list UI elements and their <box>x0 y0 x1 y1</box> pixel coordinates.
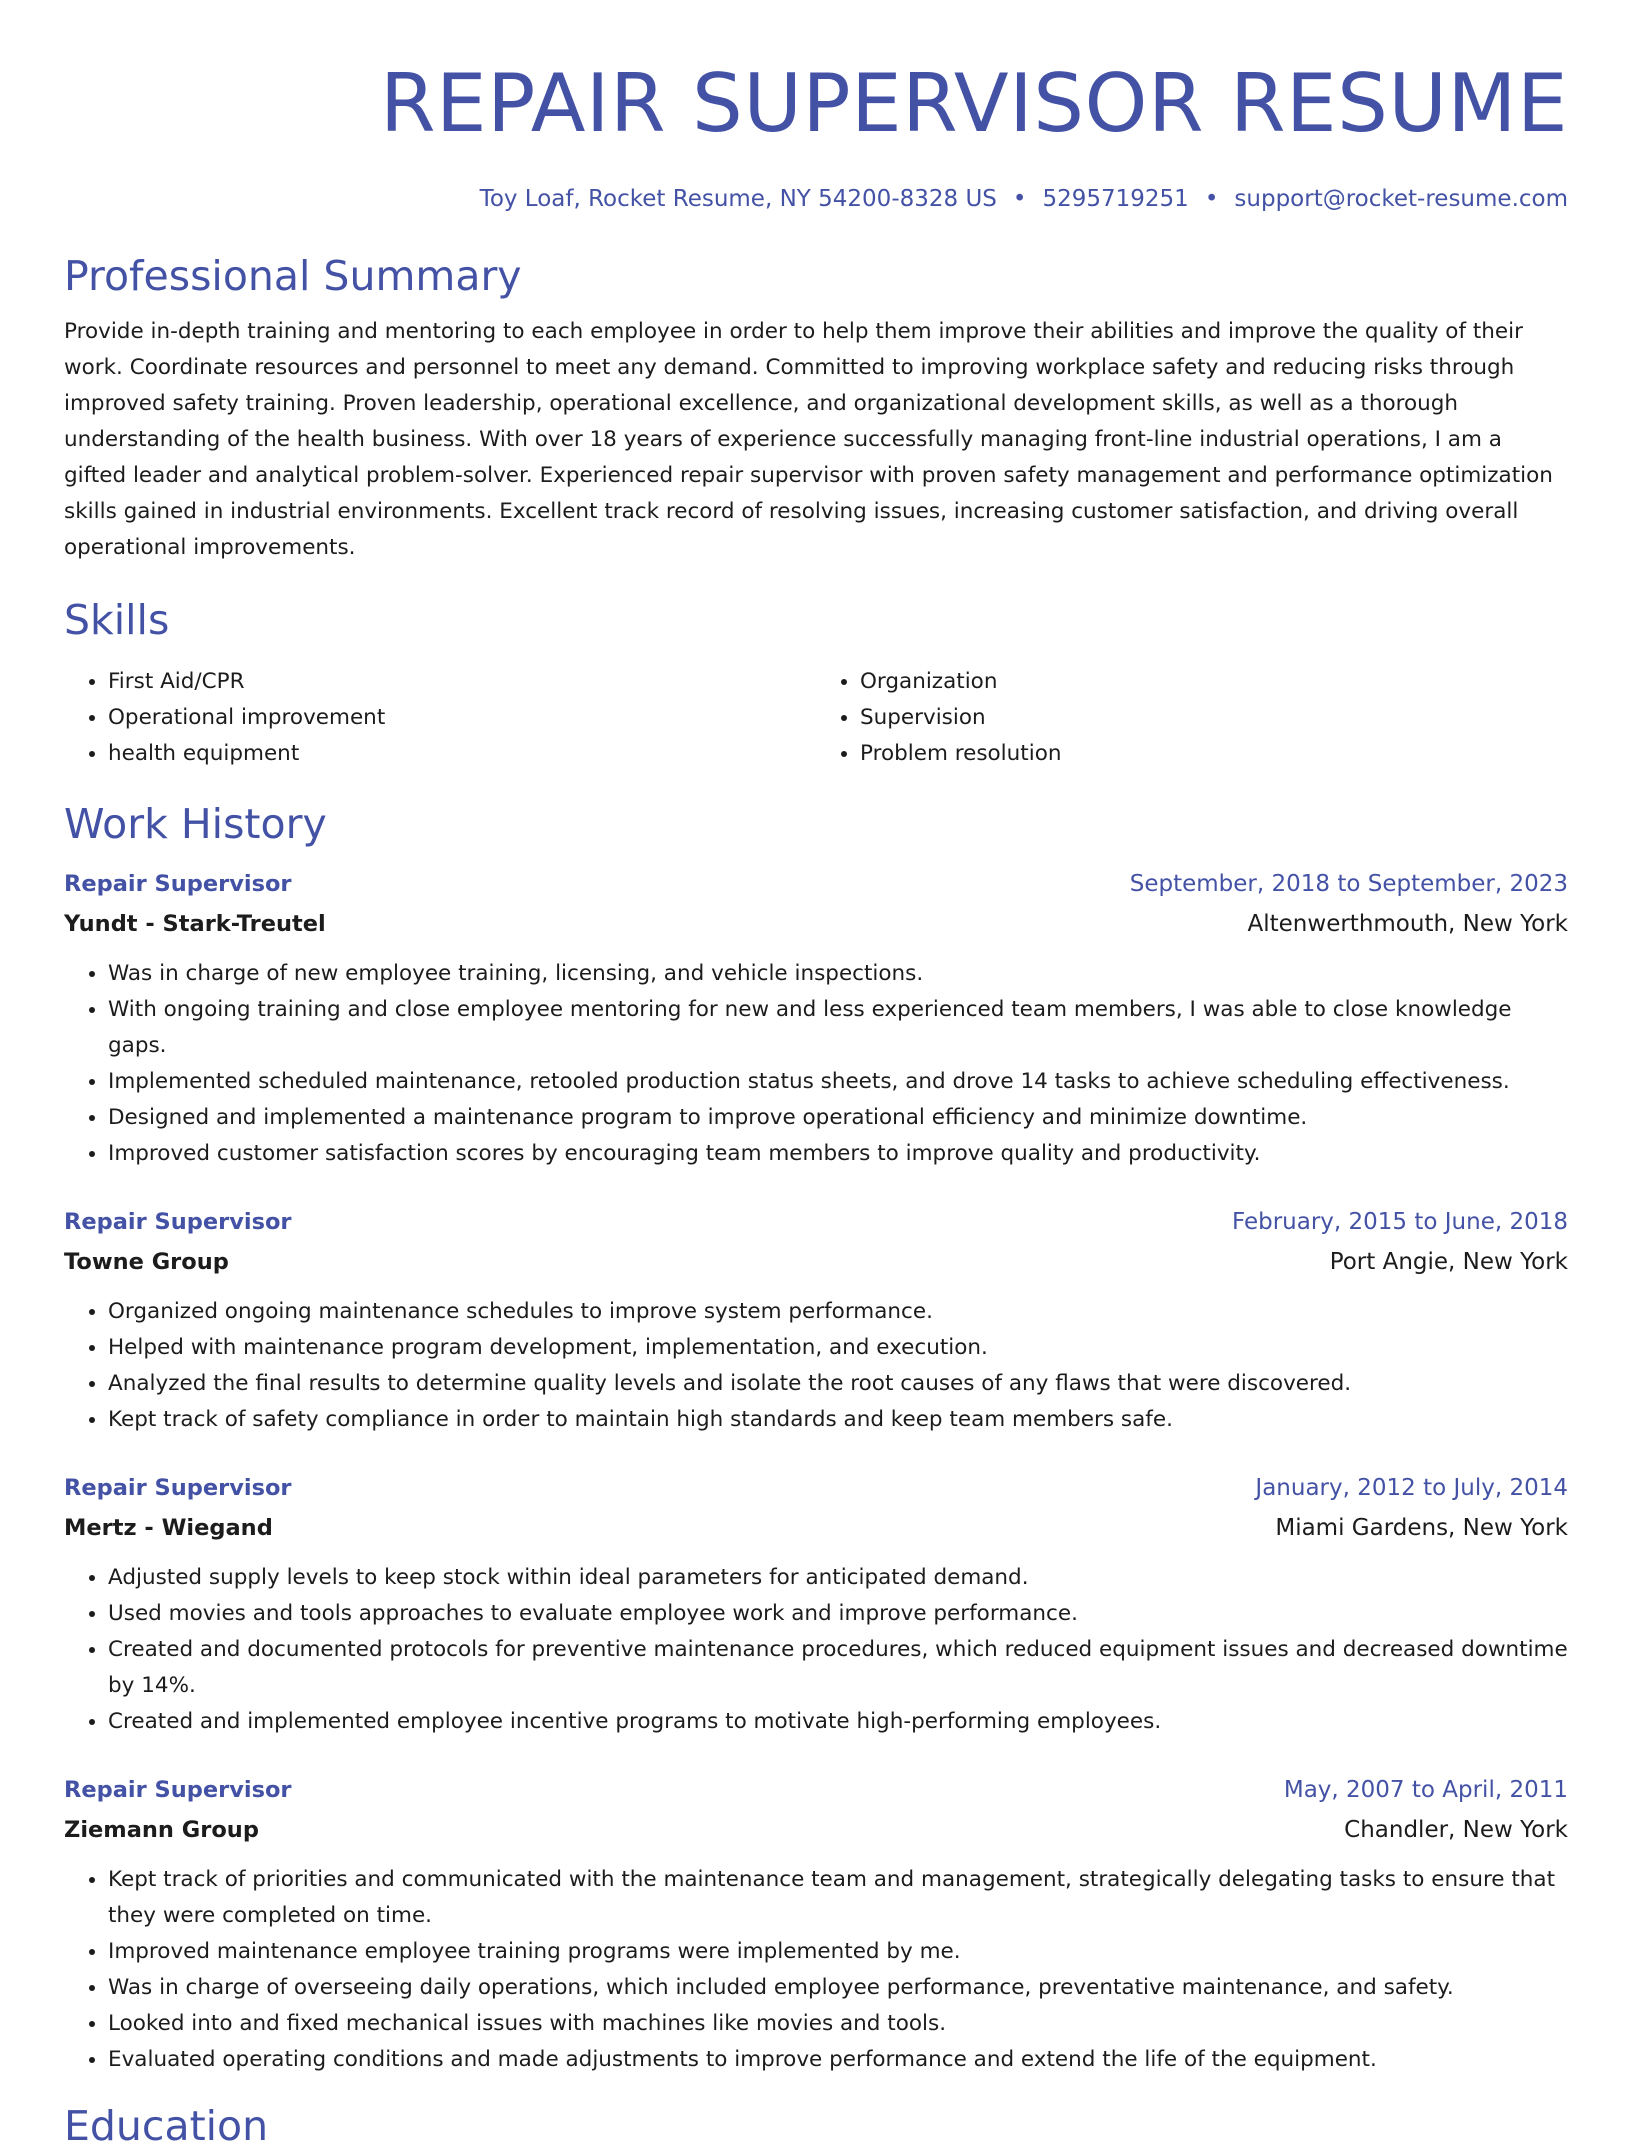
summary-text: Provide in-depth training and mentoring to each employee in order to help them improve their abilities and improve the quality of their work. Coordinate resources and personnel to meet any demand. Committed to improving workplace safety and reducing risks through improved safety training. Proven leadership, operational excellence, and organizational development skills, as well as a thorough understanding of the health business. With over 18 years of experience successfully managing front-line industrial operations, I am a gifted leader and analytical problem-solver. Experienced repair supervisor with proven safety management and performance optimization skills gained in industrial environments. Excellent track record of resolving issues, increasing customer satisfaction, and driving overall operational improvements. <box>64 319 1553 560</box>
job-bullet: • Improved maintenance employee training programs were implemented by me. <box>108 1934 1568 1970</box>
job-role: Repair Supervisor <box>64 1475 292 1501</box>
skill-item: • Problem resolution <box>860 736 1568 772</box>
job-bullet: • With ongoing training and close employee mentoring for new and less experienced team members, I was able to close knowledge gaps. <box>108 992 1568 1064</box>
job-bullet: • Was in charge of overseeing daily operations, which included employee performance, preventative maintenance, and safety. <box>108 1970 1568 2006</box>
job-location: Miami Gardens, New York <box>1275 1515 1568 1541</box>
resume-title: REPAIR SUPERVISOR RESUME <box>379 57 1568 150</box>
skill-item: • Operational improvement <box>108 700 816 736</box>
job-bullet: • Implemented scheduled maintenance, retooled production status sheets, and drove 14 tasks to achieve scheduling effectiveness. <box>108 1064 1568 1100</box>
job-company: Mertz - Wiegand <box>64 1515 273 1541</box>
job-bullet: • Kept track of safety compliance in order to maintain high standards and keep team members safe. <box>108 1402 1568 1438</box>
job-entry <box>64 1468 1568 1740</box>
job-bullet: • Created and implemented employee incentive programs to motivate high-performing employees. <box>108 1704 1568 1740</box>
contact-phone: 5295719251 <box>1042 186 1189 212</box>
work-history-list <box>64 864 1568 2078</box>
skill-item: • health equipment <box>108 736 816 772</box>
job-role: Repair Supervisor <box>64 871 292 897</box>
skills-list <box>64 664 1568 772</box>
job-bullets <box>64 1560 1568 1740</box>
job-bullet: • Created and documented protocols for preventive maintenance procedures, which reduced equipment issues and decreased downtime by 14%. <box>108 1632 1568 1704</box>
job-company: Towne Group <box>64 1249 229 1275</box>
job-bullet: • Designed and implemented a maintenance program to improve operational efficiency and minimize downtime. <box>108 1100 1568 1136</box>
work-history-heading: Work History <box>64 800 327 848</box>
job-bullet: • Kept track of priorities and communicated with the maintenance team and management, strategically delegating tasks to ensure that they were completed on time. <box>108 1862 1568 1934</box>
job-dates: January, 2012 to July, 2014 <box>1255 1475 1568 1501</box>
job-entry <box>64 1770 1568 2078</box>
summary-heading: Professional Summary <box>64 252 522 300</box>
contact-separator: • <box>1204 186 1219 212</box>
job-location: Port Angie, New York <box>1329 1249 1568 1275</box>
contact-separator: • <box>1012 186 1027 212</box>
job-bullets <box>64 1862 1568 2078</box>
job-dates: May, 2007 to April, 2011 <box>1283 1777 1568 1803</box>
contact-address: Toy Loaf, Rocket Resume, NY 54200-8328 US <box>479 186 997 212</box>
contact-line <box>64 182 1568 216</box>
job-bullet: • Looked into and fixed mechanical issues with machines like movies and tools. <box>108 2006 1568 2042</box>
job-role: Repair Supervisor <box>64 1777 292 1803</box>
job-entry <box>64 1202 1568 1438</box>
job-bullet: • Organized ongoing maintenance schedules to improve system performance. <box>108 1294 1568 1330</box>
skill-item: • Supervision <box>860 700 1568 736</box>
job-bullets <box>64 1294 1568 1438</box>
resume-page <box>64 0 1568 2152</box>
job-bullets <box>64 956 1568 1172</box>
education-heading: Education <box>64 2102 269 2150</box>
job-role: Repair Supervisor <box>64 1209 292 1235</box>
job-bullet: • Adjusted supply levels to keep stock within ideal parameters for anticipated demand. <box>108 1560 1568 1596</box>
job-company: Ziemann Group <box>64 1817 259 1843</box>
job-location: Chandler, New York <box>1344 1817 1568 1843</box>
job-bullet: • Helped with maintenance program development, implementation, and execution. <box>108 1330 1568 1366</box>
skill-item: • Organization <box>860 664 1568 700</box>
job-location: Altenwerthmouth, New York <box>1247 911 1568 937</box>
job-dates: September, 2018 to September, 2023 <box>1129 871 1568 897</box>
job-company: Yundt - Stark-Treutel <box>64 911 326 937</box>
job-bullet: • Evaluated operating conditions and made adjustments to improve performance and extend the life of the equipment. <box>108 2042 1568 2078</box>
skills-column-left <box>64 664 816 772</box>
job-entry <box>64 864 1568 1172</box>
skill-item: • First Aid/CPR <box>108 664 816 700</box>
job-dates: February, 2015 to June, 2018 <box>1231 1209 1568 1235</box>
job-bullet: • Was in charge of new employee training, licensing, and vehicle inspections. <box>108 956 1568 992</box>
job-bullet: • Analyzed the final results to determine quality levels and isolate the root causes of any flaws that were discovered. <box>108 1366 1568 1402</box>
contact-email: support@rocket-resume.com <box>1234 186 1568 212</box>
skills-heading: Skills <box>64 596 170 644</box>
skills-column-right <box>816 664 1568 772</box>
job-bullet: • Improved customer satisfaction scores by encouraging team members to improve quality and productivity. <box>108 1136 1568 1172</box>
job-bullet: • Used movies and tools approaches to evaluate employee work and improve performance. <box>108 1596 1568 1632</box>
